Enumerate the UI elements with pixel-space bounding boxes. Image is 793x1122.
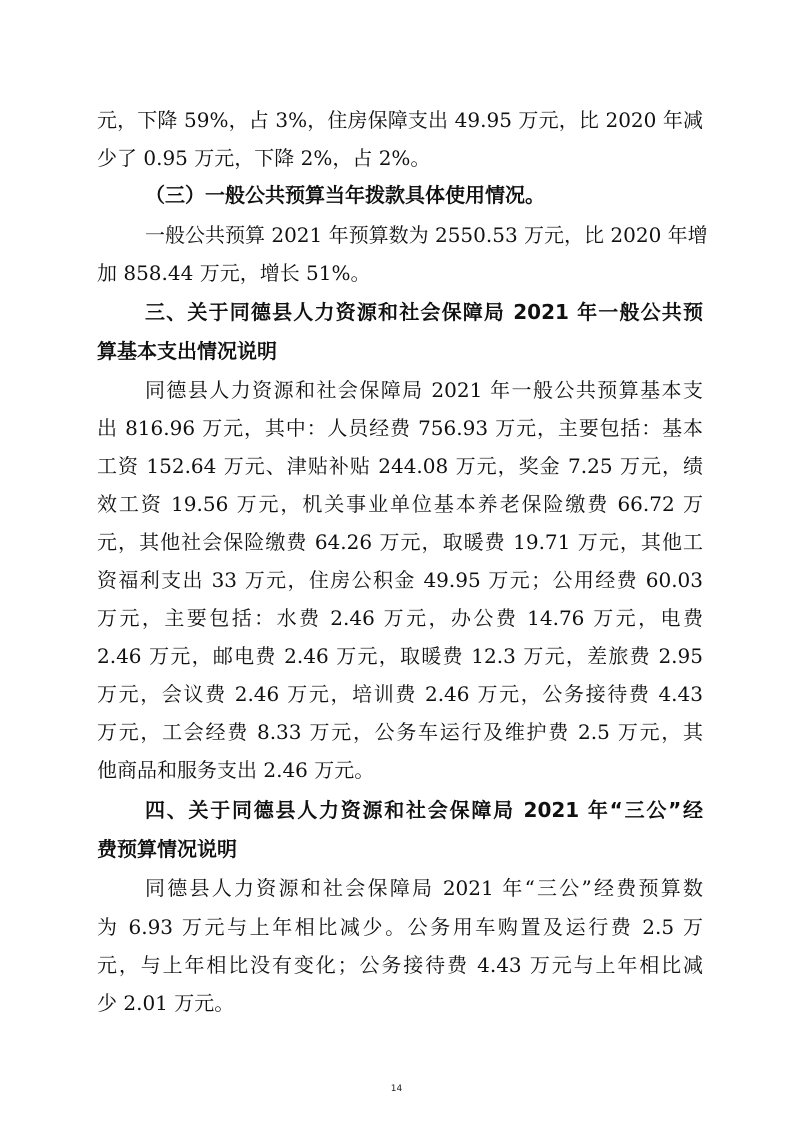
section-heading: 费预算情况说明: [97, 837, 237, 861]
body-text-line: 同德县人力资源和社会保障局 2021 年一般公共预算基本支: [145, 378, 703, 402]
section-heading: 算基本支出情况说明: [97, 339, 277, 363]
body-text-line: 万元，工会经费 8.33 万元，公务车运行及维护费 2.5 万元，其: [97, 720, 703, 744]
body-text-line: 加 858.44 万元，增长 51%。: [97, 261, 371, 285]
section-heading: 三、关于同德县人力资源和社会保障局 2021 年一般公共预: [145, 300, 703, 324]
body-text-line: 元，与上年相比没有变化；公务接待费 4.43 万元与上年相比减: [97, 953, 703, 977]
body-text-line: 同德县人力资源和社会保障局 2021 年“三公”经费预算数: [145, 876, 703, 900]
body-text-line: 为 6.93 万元与上年相比减少。公务用车购置及运行费 2.5 万: [97, 915, 703, 939]
body-text-line: 他商品和服务支出 2.46 万元。: [97, 758, 375, 782]
body-text-line: 万元，主要包括：水费 2.46 万元，办公费 14.76 万元，电费: [97, 606, 703, 630]
body-text-line: 元，下降 59%，占 3%，住房保障支出 49.95 万元，比 2020 年减: [97, 108, 703, 132]
body-text-line: 元，其他社会保险缴费 64.26 万元，取暖费 19.71 万元，其他工: [97, 530, 703, 554]
section-heading: 四、关于同德县人力资源和社会保障局 2021 年“三公”经: [145, 798, 703, 822]
body-text-line: 效工资 19.56 万元，机关事业单位基本养老保险缴费 66.72 万: [97, 492, 703, 516]
body-text-line: 少了 0.95 万元，下降 2%，占 2%。: [97, 146, 431, 170]
body-text-line: 出 816.96 万元，其中：人员经费 756.93 万元，主要包括：基本: [97, 416, 703, 440]
body-text-line: 万元，会议费 2.46 万元，培训费 2.46 万元，公务接待费 4.43: [97, 682, 703, 706]
body-text-line: 一般公共预算 2021 年预算数为 2550.53 万元，比 2020 年增: [145, 223, 708, 247]
body-text-line: 工资 152.64 万元、津贴补贴 244.08 万元，奖金 7.25 万元，绩: [97, 454, 703, 478]
body-text-line: 2.46 万元，邮电费 2.46 万元，取暖费 12.3 万元，差旅费 2.95: [97, 644, 703, 668]
body-text-line: 少 2.01 万元。: [97, 991, 235, 1015]
subsection-heading: （三）一般公共预算当年拨款具体使用情况。: [145, 183, 545, 207]
page-number: 14: [390, 1084, 403, 1094]
body-text-line: 资福利支出 33 万元，住房公积金 49.95 万元；公用经费 60.03: [97, 568, 703, 592]
